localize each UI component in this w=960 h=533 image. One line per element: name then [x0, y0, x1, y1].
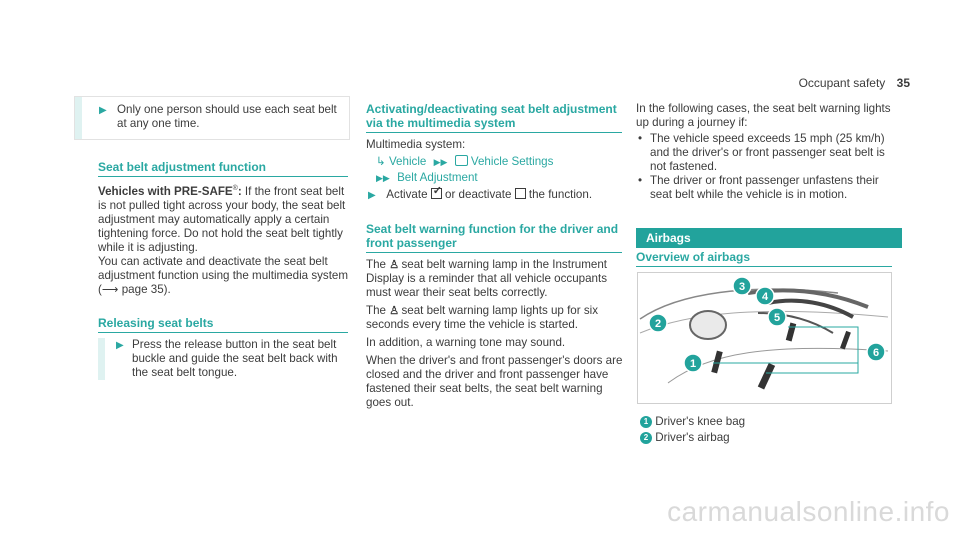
figure-badge-2	[649, 314, 667, 332]
list-item: • The vehicle speed exceeds 15 mph (25 km/h) and the driver's or front passenger seat belt is not fastened.	[636, 132, 894, 174]
airbag-figure	[637, 272, 892, 404]
legend-badge: 2	[640, 432, 652, 444]
menu-item-vehicle[interactable]: Vehicle	[388, 155, 427, 168]
page-ref-arrow-icon: ⟶	[101, 282, 119, 296]
warning-heading: Seat belt warning function for the driver and front passenger	[366, 222, 622, 253]
step-arrow-icon: ▶	[99, 105, 107, 116]
system-label: Multimedia system:	[366, 138, 466, 151]
svg-text:4: 4	[761, 291, 769, 303]
figure-badge-5	[768, 308, 786, 326]
menu-path	[376, 154, 626, 186]
list-item: • The driver or front passenger unfastens their seat belt while the vehicle is in motion.	[636, 174, 894, 202]
figure-legend	[640, 414, 890, 446]
overview-heading: Overview of airbags	[636, 250, 892, 267]
release-heading: Releasing seat belts	[98, 316, 348, 333]
release-step: Press the release button in the seat belt buckle and guide the seat belt back with the seat belt tongue.	[132, 338, 338, 379]
page-ref-link[interactable]: page 35	[121, 282, 164, 296]
path-chevron-icon: ▶▶	[433, 157, 448, 167]
steering-wheel	[690, 311, 726, 339]
car-settings-icon	[455, 155, 468, 166]
warning-text: The ♙ seat belt warning lamp in the Instrument Display is a reminder that all vehicle occupants must wear their seat belts correctly. The ♙ seat belt warning lamp lights up for six seconds every time the vehicle is started. In addition, a warning tone may sound. When the driver's and front passenger's doors are closed and the driver and front passenger have fastened their seat belts, the seat belt warning goes out.	[366, 258, 623, 409]
release-bar	[98, 338, 105, 380]
airbags-banner: Airbags	[636, 228, 902, 248]
watermark: carmanualsonline.info	[667, 496, 950, 527]
list-item: 1 Driver's knee bag	[640, 414, 890, 430]
section-title: Occupant safety	[798, 76, 886, 90]
legend-badge: 1	[640, 416, 652, 428]
adjust-bold-lead: Vehicles with PRE-SAFE	[98, 184, 233, 198]
figure-badge-6	[867, 343, 885, 361]
page-number: 35	[896, 76, 910, 90]
note-box	[74, 96, 350, 140]
unchecked-checkbox-icon[interactable]	[515, 188, 526, 199]
svg-text:2: 2	[654, 318, 662, 330]
menu-item-belt-adjustment[interactable]: Belt Adjustment	[397, 171, 478, 184]
seat-belt-warning-icon: ♙	[389, 305, 400, 317]
path-chevron-icon: ▶▶	[376, 173, 390, 183]
adjust-heading: Seat belt adjustment function	[98, 160, 348, 177]
figure-badge-1	[684, 354, 702, 372]
step-arrow-icon: ▶	[116, 340, 124, 351]
svg-text:1: 1	[689, 358, 697, 370]
note-bar	[75, 97, 82, 139]
col3-intro: In the following cases, the seat belt warning lights up during a journey if:	[636, 102, 891, 129]
adjust-paragraph: Vehicles with PRE-SAFE®: If the front seat belt is not pulled tight across your body, the seat belt adjustment may automatically apply a certain tightening force. Do not hold the seat belt tightly while it is adjusting. You can activate and deactivate the seat belt adjustment function using the multimedia system (⟶ page 35).	[98, 184, 349, 296]
list-item: 2 Driver's airbag	[640, 430, 890, 446]
svg-text:3: 3	[738, 281, 746, 293]
figure-badge-4	[756, 287, 774, 305]
page-header	[760, 76, 910, 90]
warning-bullets	[636, 132, 894, 202]
menu-item-vehicle-settings[interactable]: Vehicle Settings	[470, 155, 554, 168]
activate-step: ▶ Activate ✓ or deactivate the function.	[368, 185, 593, 201]
path-arrow-icon: ↳	[376, 155, 386, 168]
checked-checkbox-icon[interactable]: ✓	[432, 185, 442, 197]
figure-badge-3	[733, 277, 751, 295]
note-text: Only one person should use each seat belt at any one time.	[117, 103, 337, 130]
seat-belt-warning-icon: ♙	[389, 259, 400, 271]
svg-text:5: 5	[773, 312, 781, 324]
svg-text:6: 6	[872, 347, 880, 359]
activate-heading: Activating/deactivating seat belt adjustment via the multimedia system	[366, 102, 622, 133]
step-arrow-icon: ▶	[368, 190, 376, 201]
airbag-illustration	[638, 273, 891, 403]
